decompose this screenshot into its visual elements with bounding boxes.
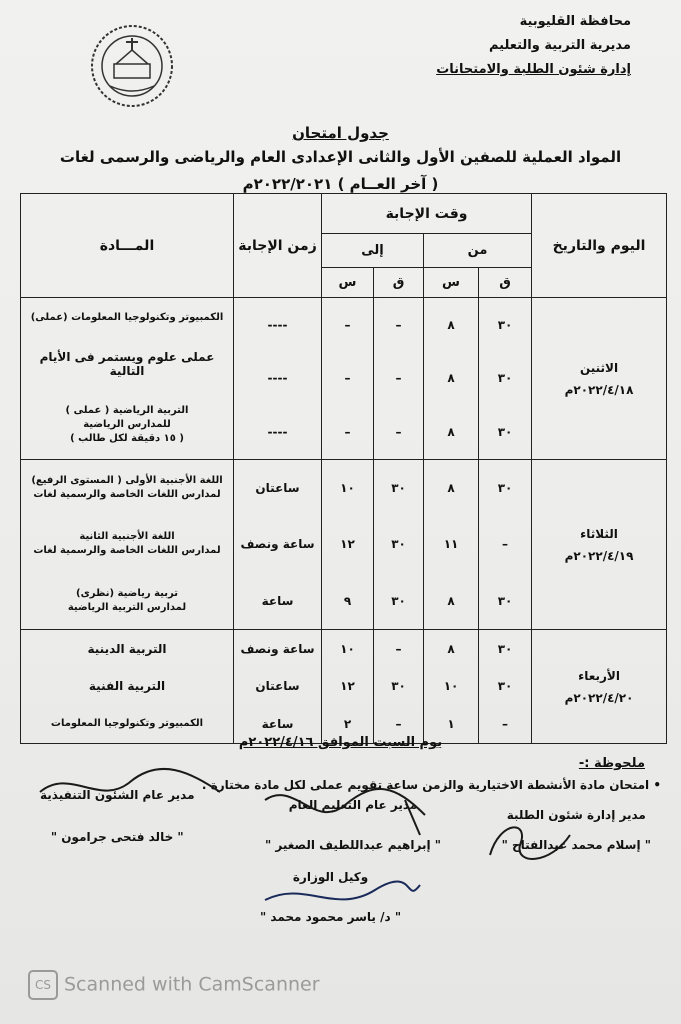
header-day-date: اليوم والتاريخ (532, 194, 667, 298)
camscanner-logo-icon: CS (28, 970, 58, 1000)
handwritten-signature-left-icon (30, 762, 230, 812)
handwritten-signature-middle-icon (255, 780, 435, 840)
header-to-q: ق (374, 268, 424, 298)
camscanner-watermark (28, 970, 320, 1000)
signer-name: " إسلام محمد عبدالفتاح " (501, 838, 651, 852)
signer-title: مدير إدارة شئون الطلبة (506, 808, 646, 822)
note-label: ملحوظة :- (578, 756, 645, 771)
note-text: • امتحان مادة الأنشطة الاختيارية والزمن ساعة تقويم عملى لكل مادة مختارة . (201, 778, 661, 792)
day-date: ٢٠٢٢/٤/١٩م (564, 548, 634, 563)
subject-cell: التربية الدينية التربية الفنية الكمبيوتر وتكنولوجيا المعلومات (21, 630, 234, 744)
signer-name: " د/ ياسر محمود محمد " (260, 910, 402, 924)
directorate-name: مديرية التربية والتعليم (488, 38, 631, 53)
day-name: الاثنين (579, 360, 619, 375)
signer-name: " خالد فتحى جرامون " (50, 830, 184, 844)
subject-cell: اللغة الأجنبية الأولى ( المستوى الرفيع) لمدارس اللغات الخاصة والرسمية لغات اللغة الأجنبية الثانية لمدارس اللغات الخاصة والرسمية لغات تربية رياضية (نظرى) لمدارس التربية الرياضية (21, 460, 234, 630)
watermark-text: Scanned with CamScanner (64, 973, 320, 996)
header-duration: زمن الإجابة (234, 194, 322, 298)
signer-title: مدير عام الشئون التنفيذية (40, 788, 195, 802)
header-from: من (424, 234, 532, 268)
day-cell (532, 298, 667, 460)
issue-date: يوم السبت الموافق ٢٠٢٢/٤/١٦م (238, 735, 443, 750)
signer-name: " إبراهيم عبداللطيف الصغير " (264, 838, 441, 852)
header-answer-time: وقت الإجابة (322, 194, 532, 234)
letterhead (436, 10, 631, 82)
header-from-q: ق (479, 268, 532, 298)
table-row: الأربعاء ٢٠٢٢/٤/٢٠م ٣٠ ٣٠ – ٨ ١٠ ١ – ٣٠ – ١٠ ١٢ ٢ ساعة ونصف ساعتان ساعة التربية الدينية التربية الفنية الكمبيوتر وتكنولوجيا المعلومات (21, 630, 667, 744)
doc-term: ( آخر العــام ) ٢٠٢٢/٢٠٢١م (242, 175, 439, 193)
header-from-s: س (424, 268, 479, 298)
exam-schedule-table (20, 193, 667, 744)
header-subject: المـــادة (21, 194, 234, 298)
ministry-seal-icon (86, 20, 178, 110)
header-to-s: س (322, 268, 374, 298)
day-cell (532, 460, 667, 630)
signer-title: مدير عام التعليم العام (288, 798, 418, 812)
header-to: إلى (322, 234, 424, 268)
department-name: إدارة شئون الطلبة والامتحانات (436, 62, 631, 77)
table-row: الثلاثاء ٢٠٢٢/٤/١٩م ٣٠ – ٣٠ ٨ ١١ ٨ ٣٠ ٣٠ ٣٠ ١٠ ١٢ ٩ ساعتان ساعة ونصف ساعة اللغة الأجنبية الأولى ( المستوى الرفيع) لمدارس اللغات الخاصة والرسمية لغات اللغة الأجنبية الثانية لمدارس اللغات الخاصة والرسمية لغات تربية رياضية (نظرى) لمدارس التربية الرياضية (21, 460, 667, 630)
subject-cell: الكمبيوتر وتكنولوجيا المعلومات (عملى) عملى علوم ويستمر فى الأيام التالية التربية الرياضية ( عملى ) للمدارس الرياضية ( ١٥ دقيقة لكل طالب ) (21, 298, 234, 460)
day-date: ٢٠٢٢/٤/١٨م (564, 382, 634, 397)
governorate-name: محافظة القليوبية (519, 14, 631, 29)
table-row: الاثنين ٢٠٢٢/٤/١٨م ٣٠ ٣٠ ٣٠ ٨ ٨ ٨ – – – – – – ---- ---- ---- الكمبيوتر وتكنولوجيا المعلومات (عملى) عملى علوم ويستمر فى الأيام التالية التربية الرياضية ( عملى ) للمدارس الرياضية ( ١٥ دقيقة لكل طالب ) (21, 298, 667, 460)
handwritten-signature-right-icon (470, 815, 590, 875)
handwritten-signature-bottom-icon (255, 870, 425, 920)
day-name: الثلاثاء (580, 526, 618, 541)
day-name: الأربعاء (578, 668, 620, 683)
signer-title: وكيل الوزارة (292, 870, 369, 884)
doc-title: جدول امتحان (292, 124, 389, 142)
day-cell (532, 630, 667, 744)
doc-subtitle: المواد العملية للصفين الأول والثانى الإعدادى العام والرياضى والرسمى لغات (59, 148, 622, 166)
day-date: ٢٠٢٢/٤/٢٠م (564, 690, 634, 705)
